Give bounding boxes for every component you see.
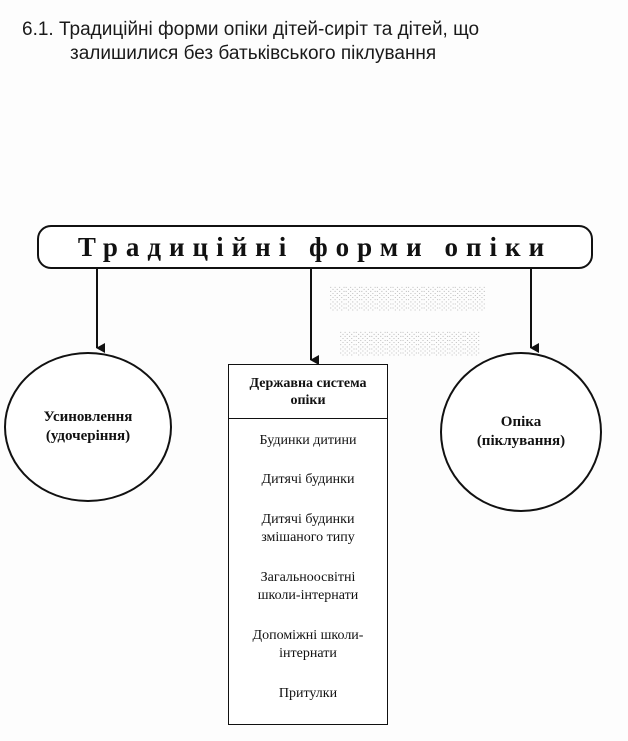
institution-item: Загальноосвітні школи-інтернати [257,570,359,603]
heading-line-1: 6.1. Традиційні форми опіки дітей-сиріт та дітей, що [22,19,480,40]
guardianship-label: Опіка (піклування) [476,414,566,449]
banner-title: Традиційні форми опіки [77,231,553,262]
heading-line-2: залишилися без батьківського піклування [70,43,437,64]
traditional-forms-banner [37,225,593,269]
guardianship-node [440,352,602,512]
state-care-title: Державна система опіки [229,365,387,419]
bleed-through-decoration: ░░░░░░░░░ [340,330,481,355]
institution-item: Дитячі будинки змішаного типу [261,512,355,545]
state-care-system-box [228,364,388,725]
institution-item: Допоміжні школи-інтернати [252,628,364,661]
adoption-label: Усиновлення (удочеріння) [43,409,133,444]
adoption-node [4,352,172,502]
institution-item: Будинки дитини [259,433,357,448]
institution-item: Дитячі будинки [261,472,355,487]
institution-item: Притулки [278,686,338,701]
bleed-through-decoration: ░░░░░░░░░░ [330,285,486,310]
